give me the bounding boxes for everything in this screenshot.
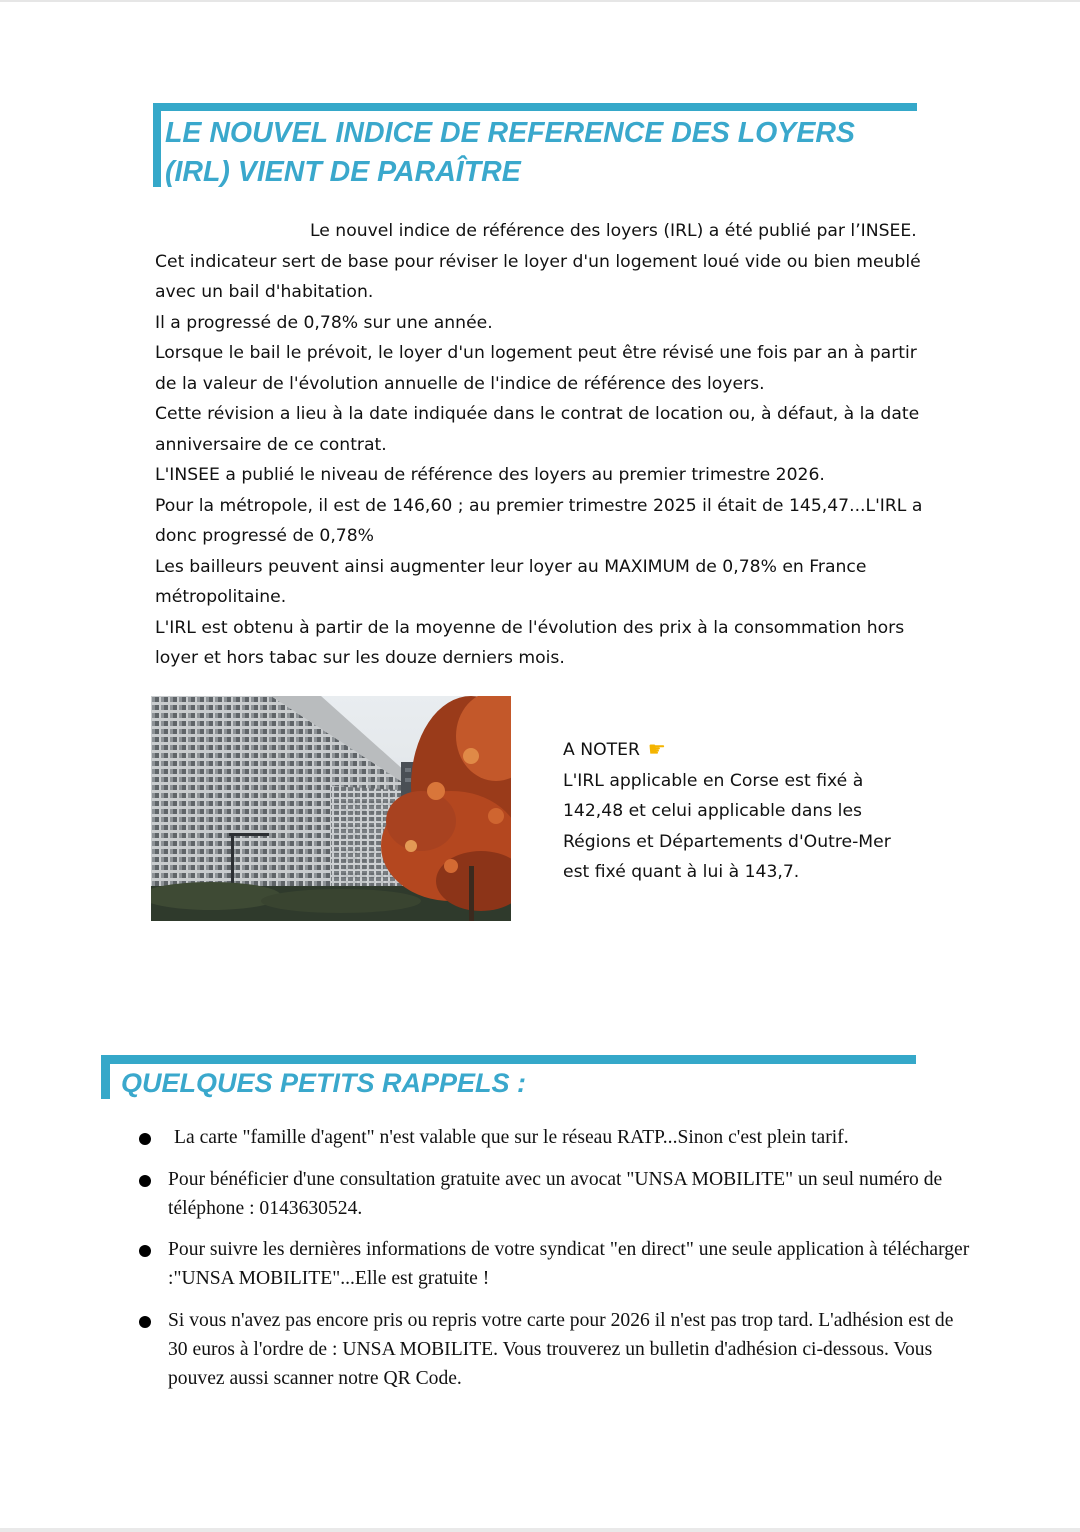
list-item [132,1166,972,1224]
bullet-icon [139,1133,151,1145]
rappels-list [132,1124,972,1406]
list-item [132,1307,972,1393]
pointing-hand-icon: ☛ [647,737,666,761]
heading-accent-bar [153,103,917,111]
paragraph: Cette révision a lieu à la date indiquée dans le contrat de location ou, à défaut, à la date anniversaire de ce contrat. [155,404,920,455]
building-photo [151,696,511,921]
note-line: est fixé quant à lui à 143,7. [563,862,800,882]
paragraph: Les bailleurs peuvent ainsi augmenter leur loyer au MAXIMUM de 0,78% en France métropolitaine. [155,556,867,607]
bullet-icon [139,1175,151,1187]
paragraph: Il a progressé de 0,78% sur une année. [155,312,493,333]
article-body [155,216,935,674]
list-item-text: Pour suivre les dernières informations de votre syndicat "en direct" une seule application à télécharger :"UNSA MOBILITE"...Elle est gratuite ! [168,1239,970,1290]
paragraph: Cet indicateur sert de base pour réviser le loyer d'un logement loué vide ou bien meublé avec un bail d'habitation. [155,251,921,302]
note-label: A NOTER [563,740,640,760]
list-item-text: Pour bénéficier d'une consultation gratuite avec un avocat "UNSA MOBILITE" un seul numéro de téléphone : 0143630524. [168,1168,943,1219]
article-title-line-1: LE NOUVEL INDICE DE REFERENCE DES LOYERS [165,117,855,149]
rappels-title: QUELQUES PETITS RAPPELS : [121,1068,527,1098]
article-heading [153,103,917,187]
rappels-heading [101,1055,916,1099]
paragraph: L'INSEE a publié le niveau de référence des loyers au premier trimestre 2026. [155,465,825,485]
heading-accent-bar [101,1055,916,1064]
heading-accent-side [101,1055,110,1099]
paragraph: Lorsque le bail le prévoit, le loyer d'un logement peut être révisé une fois par an à partir de la valeur de l'évolution annuelle de l'indice de référence des loyers. [155,343,917,394]
paragraph: L'IRL est obtenu à partir de la moyenne de l'évolution des prix à la consommation hors loyer et hors tabac sur les douze derniers mois. [155,617,905,668]
paragraph: Pour la métropole, il est de 146,60 ; au premier trimestre 2025 il était de 145,47...L'IRL a donc progressé de 0,78% [155,495,923,546]
list-item [132,1236,972,1294]
note-line: L'IRL applicable en Corse est fixé à [563,770,864,791]
article-title-line-2: (IRL) VIENT DE PARAÎTRE [165,156,521,188]
heading-accent-side [153,103,161,187]
paragraph: Le nouvel indice de référence des loyers (IRL) a été publié par l’INSEE. [310,221,917,241]
note-box [563,734,923,888]
list-item-text: Si vous n'avez pas encore pris ou repris votre carte pour 2026 il n'est pas trop tard. L'adhésion est de 30 euros à l'ordre de : UNSA MOBILITE. Vous trouverez un bulletin d'adhésion ci-dessous. Vous pouvez aussi scanner notre QR Code. [168,1309,954,1389]
bullet-icon [139,1316,151,1328]
article-title [165,114,915,192]
note-line: Régions et Départements d'Outre-Mer [563,831,891,852]
list-item [132,1124,972,1153]
note-header [563,734,923,766]
page-top-border [0,0,1080,2]
bullet-icon [139,1245,151,1257]
note-line: 142,48 et celui applicable dans les [563,801,862,821]
list-item-text: La carte "famille d'agent" n'est valable que sur le réseau RATP...Sinon c'est plein tarif. [174,1127,849,1148]
page-bottom-border [0,1528,1080,1532]
